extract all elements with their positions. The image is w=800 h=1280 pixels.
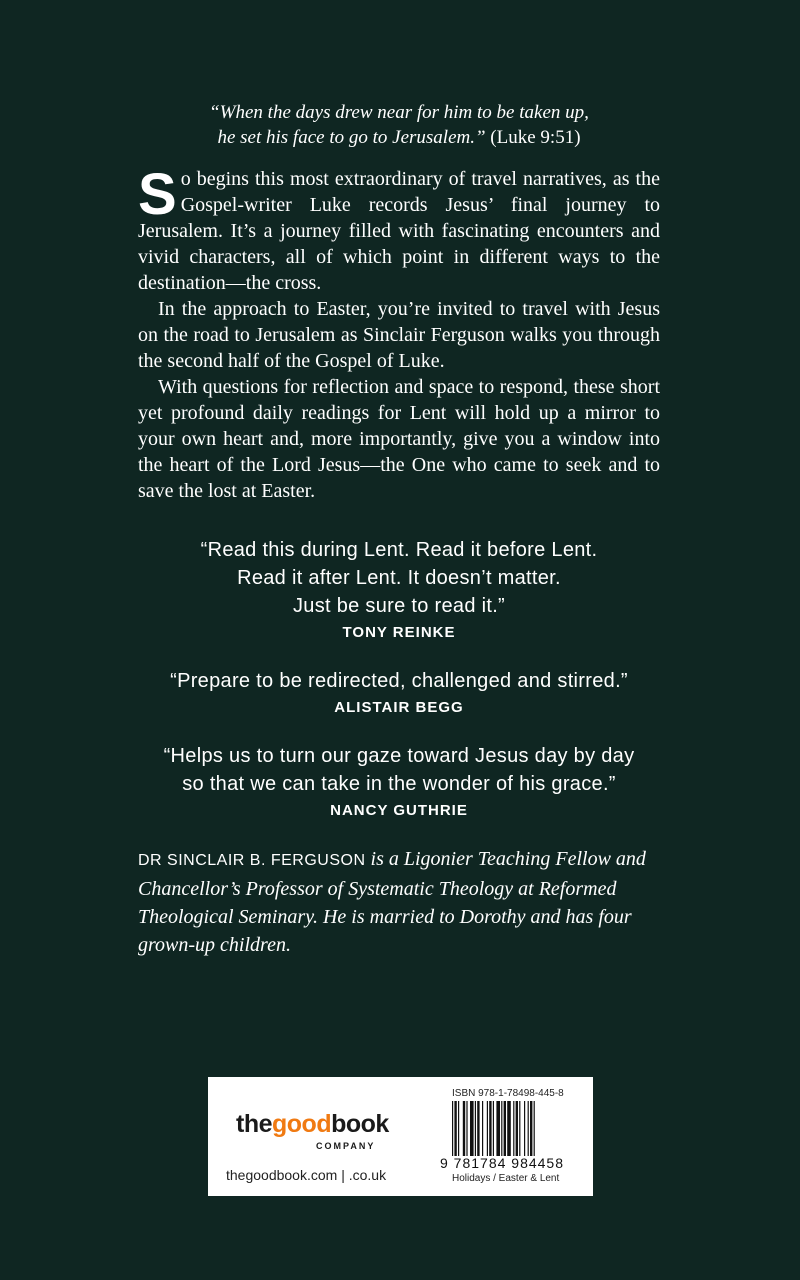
- publisher-website: thegoodbook.com | .co.uk: [226, 1167, 387, 1183]
- endorsement-quote: [138, 536, 660, 620]
- publisher-company-label: COMPANY: [316, 1141, 376, 1151]
- barcode-bar: [454, 1101, 456, 1156]
- epigraph-line-2: he set his face to go to Jerusalem.”: [217, 127, 486, 148]
- endorsement-author: NANCY GUTHRIE: [330, 802, 468, 819]
- drop-cap: S: [138, 162, 177, 227]
- barcode-bar: [489, 1101, 491, 1156]
- back-cover-content: [138, 100, 660, 979]
- author-bio-text: is a Ligonier Teaching Fellow and Chancellor’s Professor of Systematic Theology at Reformed Theological Seminary. He is married to Dorothy and has four grown-up children.: [138, 848, 646, 956]
- barcode-bar: [470, 1101, 474, 1156]
- barcode-bar: [530, 1101, 532, 1156]
- barcode-bar: [504, 1101, 506, 1156]
- logo-the: the: [236, 1110, 272, 1138]
- publisher-barcode-box: [208, 1077, 593, 1196]
- barcode-bar: [534, 1101, 535, 1156]
- epigraph-line-1: “When the days drew near for him to be taken up,: [209, 102, 589, 123]
- barcode-bar: [452, 1101, 453, 1156]
- endorsement-quote: [138, 742, 660, 798]
- logo-book: book: [331, 1110, 389, 1138]
- publisher-logo: [236, 1110, 389, 1139]
- endorsement: [138, 536, 660, 641]
- epigraph-reference: (Luke 9:51): [490, 127, 581, 148]
- barcode-bar: [524, 1101, 525, 1156]
- quote-line: so that we can take in the wonder of his grace.”: [182, 773, 616, 795]
- barcode-bar: [507, 1101, 511, 1156]
- barcode-bar: [463, 1101, 465, 1156]
- author-name: DR SINCLAIR B. FERGUSON: [138, 852, 366, 869]
- barcode-bar: [519, 1101, 520, 1156]
- barcode-bar: [496, 1101, 500, 1156]
- barcode-bar: [487, 1101, 488, 1156]
- barcode-bar: [477, 1101, 479, 1156]
- barcode-bar: [466, 1101, 467, 1156]
- quote-line: Just be sure to read it.”: [292, 595, 506, 617]
- barcode: [452, 1101, 570, 1156]
- barcode-bar: [482, 1101, 483, 1156]
- barcode-bar: [528, 1101, 529, 1156]
- endorsement: [138, 667, 660, 716]
- barcode-bar: [458, 1101, 459, 1156]
- endorsements: [138, 536, 660, 819]
- quote-line: “Helps us to turn our gaze toward Jesus day by day: [163, 745, 635, 767]
- barcode-number: 9 781784 984458: [440, 1155, 564, 1171]
- blurb-paragraph-3: With questions for reflection and space to respond, these short yet profound daily readings for Lent will hold up a mirror to your own heart and, more importantly, give you a window into the heart of the Lord Jesus—the One who came to seek and to save the lost at Easter.: [138, 376, 660, 502]
- endorsement: [138, 742, 660, 819]
- isbn-label: ISBN 978-1-78498-445-8: [452, 1088, 564, 1099]
- logo-good: good: [272, 1110, 332, 1138]
- blurb-paragraph-1: [138, 162, 660, 296]
- author-bio: [138, 845, 660, 959]
- barcode-bar: [513, 1101, 514, 1156]
- barcode-bar: [501, 1101, 502, 1156]
- quote-line: Read it after Lent. It doesn’t matter.: [237, 567, 561, 589]
- barcode-bar: [493, 1101, 494, 1156]
- quote-line: “Read this during Lent. Read it before Lent.: [200, 539, 598, 561]
- book-category: Holidays / Easter & Lent: [452, 1173, 560, 1184]
- endorsement-author: ALISTAIR BEGG: [334, 699, 464, 716]
- barcode-bar: [516, 1101, 518, 1156]
- barcode-bar: [475, 1101, 476, 1156]
- blurb-paragraph-2: In the approach to Easter, you’re invited to travel with Jesus on the road to Jerusalem as Sinclair Ferguson walks you through the second half of the Gospel of Luke.: [138, 298, 660, 372]
- endorsement-quote: [138, 667, 660, 695]
- blurb-paragraph-1-text: o begins this most extraordinary of travel narratives, as the Gospel-writer Luke records Jesus’ final journey to Jerusalem. It’s a journey filled with fascinating encounters and vivid characters, all of which point in different ways to the destination—the cross.: [138, 168, 660, 294]
- epigraph: [138, 100, 660, 150]
- endorsement-author: TONY REINKE: [342, 624, 456, 641]
- quote-line: “Prepare to be redirected, challenged and stirred.”: [170, 670, 628, 692]
